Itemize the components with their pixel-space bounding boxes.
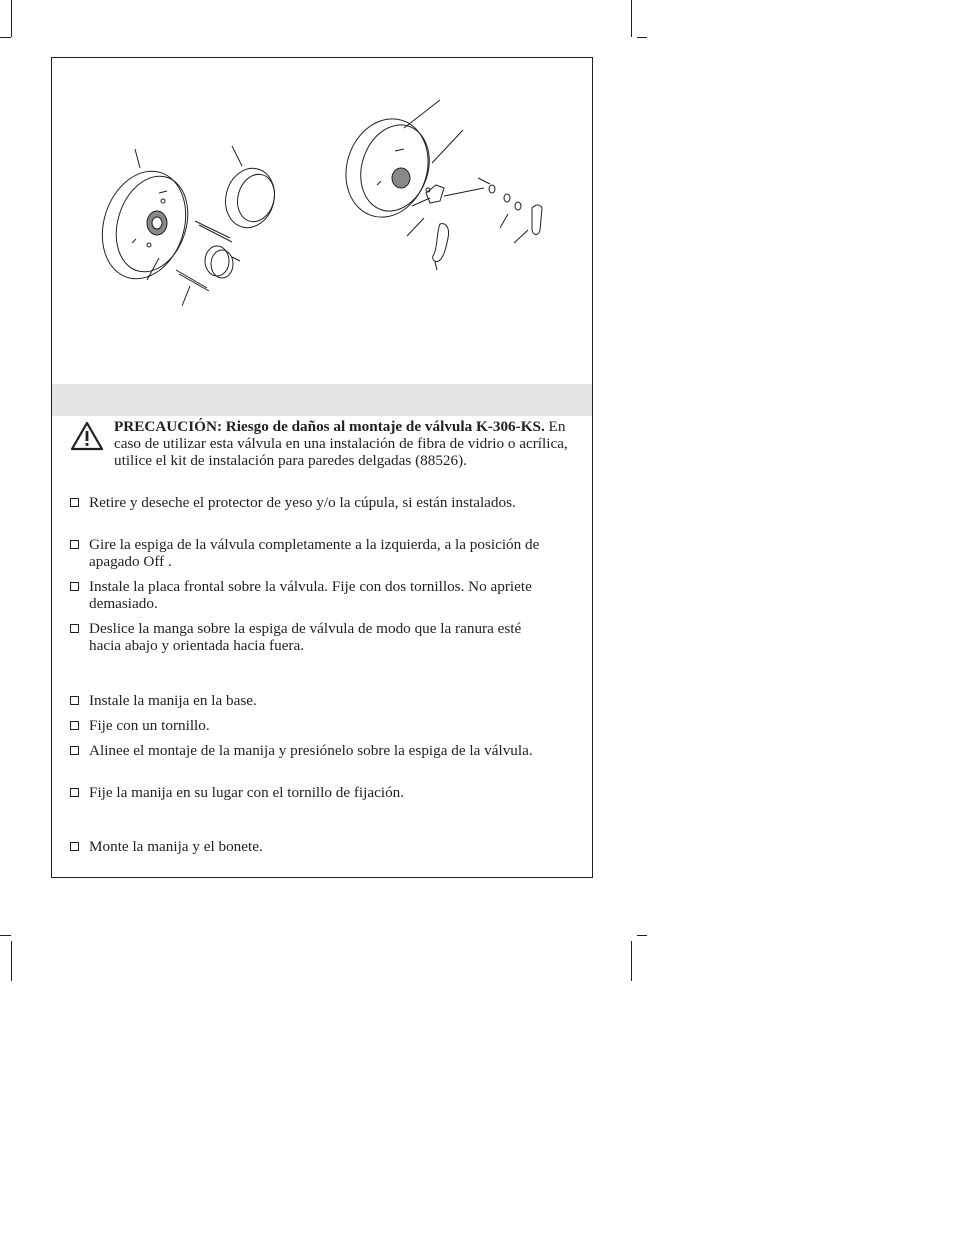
- crop-mark: [11, 941, 12, 981]
- checkbox-square-icon: [70, 746, 79, 755]
- faceplate-right-drawing: [334, 100, 463, 228]
- caution-text: [114, 418, 576, 469]
- checkbox-square-icon: [70, 624, 79, 633]
- step-text: Instale la manija en la base.: [89, 692, 257, 709]
- step-text: Deslice la manga sobre la espiga de válvula de modo que la ranura esté hacia abajo y orientada hacia fuera.: [89, 620, 522, 654]
- crop-mark: [0, 935, 11, 936]
- checkbox-square-icon: [70, 842, 79, 851]
- caution-title: PRECAUCIÓN: Riesgo de daños al montaje de válvula K-306-KS.: [114, 418, 545, 435]
- checkbox-square-icon: [70, 788, 79, 797]
- step-text: Monte la manija y el bonete.: [89, 838, 263, 855]
- handle-parts-right-drawing: [407, 178, 542, 270]
- exploded-assembly-illustration: [52, 58, 592, 384]
- checkbox-square-icon: [70, 582, 79, 591]
- step-text: Fije la manija en su lugar con el tornillo de fijación.: [89, 784, 405, 801]
- step-text: Fije con un tornillo.: [89, 717, 210, 734]
- crop-mark: [631, 941, 632, 981]
- faceplate-left-drawing: [89, 149, 200, 290]
- step-text: Retire y deseche el protector de yeso y/o la cúpula, si están instalados.: [89, 494, 516, 511]
- instruction-panel: [51, 57, 593, 878]
- caution-notice: [70, 418, 580, 488]
- sleeve-left-drawing: [176, 146, 281, 306]
- section-header-band: [52, 384, 592, 416]
- warning-triangle-icon: [70, 421, 104, 451]
- caution-body: En caso de utilizar esta válvula en una instalación de fibra de vidrio o acrílica, utilice el kit de instalación para paredes delgadas (88526).: [114, 418, 568, 469]
- checkbox-square-icon: [70, 696, 79, 705]
- crop-mark: [637, 935, 647, 936]
- crop-mark: [631, 0, 632, 37]
- step-text: Instale la placa frontal sobre la válvula. Fije con dos tornillos. No apriete demasiado.: [89, 578, 532, 612]
- crop-mark: [637, 37, 647, 38]
- step-text: Gire la espiga de la válvula completamente a la izquierda, a la posición de apagado Off .: [89, 536, 540, 570]
- crop-mark: [11, 0, 12, 37]
- checkbox-square-icon: [70, 498, 79, 507]
- crop-mark: [0, 37, 11, 38]
- checkbox-square-icon: [70, 721, 79, 730]
- checkbox-square-icon: [70, 540, 79, 549]
- step-text: Alinee el montaje de la manija y presiónelo sobre la espiga de la válvula.: [89, 742, 533, 759]
